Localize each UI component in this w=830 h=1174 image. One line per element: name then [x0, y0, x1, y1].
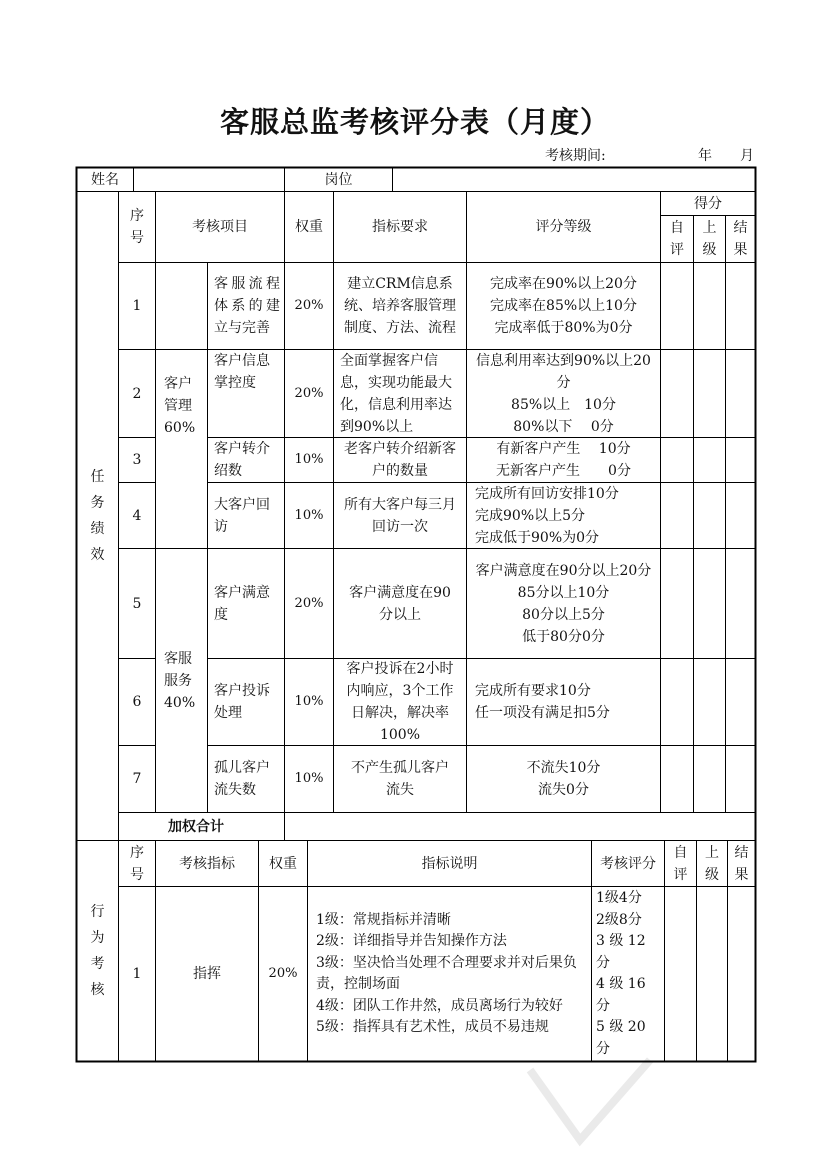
row-5-item: 客户满意度	[214, 584, 270, 623]
task-section-label: 任 务 绩 效	[90, 469, 105, 563]
col-grading: 评分等级	[535, 219, 592, 235]
bcol-weight: 权重	[269, 855, 297, 872]
row-1-requirement: 建立CRM信息系统、培养客服管理制度、方法、流程	[344, 276, 456, 336]
period-year: 年	[698, 148, 712, 164]
col-seq: 序号	[130, 208, 144, 246]
brow-1-score: 1级4分 2级8分 3 级 12 分 4 级 16 分 5 级 20 分	[596, 890, 646, 1057]
row-6-weight: 10%	[294, 694, 324, 709]
row-3-seq: 3	[132, 452, 142, 468]
row-5-seq: 5	[132, 595, 142, 612]
row-6-requirement: 客户投诉在2小时内响应，3个工作日解决，解决率100%	[346, 661, 454, 743]
row-3-requirement: 老客户转介绍新客户的数量	[344, 441, 456, 479]
name-value[interactable]	[134, 168, 284, 191]
bcol-description: 指标说明	[421, 855, 478, 872]
col-item: 考核项目	[192, 219, 248, 235]
group-customer-service: 客服 服务 40%	[164, 650, 196, 711]
brow-1-weight: 20%	[268, 966, 298, 981]
position-label: 岗位	[324, 171, 353, 188]
row-7-grading: 不流失10分 流失0分	[526, 760, 601, 798]
row-7-item: 孤儿客户流失数	[214, 760, 270, 798]
row-1-grading: 完成率在90%以上20分 完成率在85%以上10分 完成率低于80%为0分	[490, 276, 637, 336]
row-5-requirement: 客户满意度在90分以上	[349, 584, 451, 623]
row-2-weight: 20%	[294, 385, 324, 401]
period-label: 考核期间:	[545, 148, 606, 164]
row-4-weight: 10%	[294, 507, 324, 523]
weighted-total-value[interactable]	[285, 813, 755, 840]
row-3-weight: 10%	[294, 452, 324, 467]
bcol-indicator: 考核指标	[179, 855, 235, 872]
row-2-requirement: 全面掌握客户信息，实现功能最大化，信息利用率达到90%以上	[340, 352, 452, 435]
row-1-item: 客服流程体系的建立与完善	[214, 276, 280, 336]
position-value[interactable]	[393, 168, 755, 191]
row-4-seq: 4	[132, 507, 142, 524]
col-requirement: 指标要求	[372, 219, 428, 235]
bcol-superior: 上级	[705, 844, 719, 883]
row-6-grading: 完成所有要求10分 任一项没有满足扣5分	[475, 683, 610, 721]
row-2-item: 客户信息掌控度	[214, 353, 270, 391]
bcol-self: 自评	[673, 844, 688, 883]
row-6-item: 客户投诉处理	[214, 683, 270, 721]
bcol-seq: 序号	[130, 844, 144, 883]
row-2-grading: 信息利用率达到90%以上20分 85%以上 10分 80%以下 0分	[476, 352, 651, 435]
row-4-item: 大客户回访	[214, 496, 270, 535]
brow-1-description: 1级：常规指标并清晰 2级：详细指导并告知操作方法 3级：坚决恰当处理不合理要求并对后果负责，控制场面 4级：团队工作井然，成员离场行为较好 5级：指挥具有艺术性，成员不易违规	[316, 911, 577, 1035]
col-weight: 权重	[295, 219, 323, 235]
row-4-grading: 完成所有回访安排10分 完成90%以上5分 完成低于90%为0分	[475, 485, 619, 546]
col-self: 自评	[670, 220, 684, 258]
row-7-seq: 7	[132, 771, 142, 787]
watermark-icon	[520, 1050, 660, 1150]
row-3-grading: 有新客户产生 10分 无新客户产生 0分	[496, 441, 631, 479]
row-7-weight: 10%	[294, 771, 324, 786]
period-month: 月	[740, 148, 754, 164]
bcol-result: 结果	[734, 844, 749, 883]
row-5-grading: 客户满意度在90分以上20分 85分以上10分 80分以上5分 低于80分0分	[475, 562, 652, 645]
row-3-item: 客户转介绍数	[214, 441, 270, 479]
brow-1-indicator: 指挥	[193, 966, 221, 982]
row-5-weight: 20%	[294, 595, 324, 611]
row-1-seq: 1	[132, 298, 142, 314]
group-customer-management: 客户 管理 60%	[164, 375, 196, 436]
row-4-requirement: 所有大客户每三月回访一次	[344, 496, 456, 535]
name-label: 姓名	[91, 171, 119, 188]
page-title: 客服总监考核评分表（月度）	[219, 105, 610, 139]
row-7-requirement: 不产生孤儿客户流失	[351, 760, 449, 798]
row-2-seq: 2	[132, 385, 142, 402]
col-superior: 上级	[702, 220, 717, 258]
weighted-total-label: 加权合计	[168, 818, 224, 835]
bcol-score: 考核评分	[600, 855, 656, 872]
behavior-section-label: 行 为 考 核	[90, 904, 105, 998]
brow-1-seq: 1	[132, 966, 142, 982]
col-result: 结果	[733, 220, 748, 258]
col-score: 得分	[694, 195, 722, 212]
row-1-weight: 20%	[294, 298, 324, 313]
row-6-seq: 6	[132, 694, 142, 710]
